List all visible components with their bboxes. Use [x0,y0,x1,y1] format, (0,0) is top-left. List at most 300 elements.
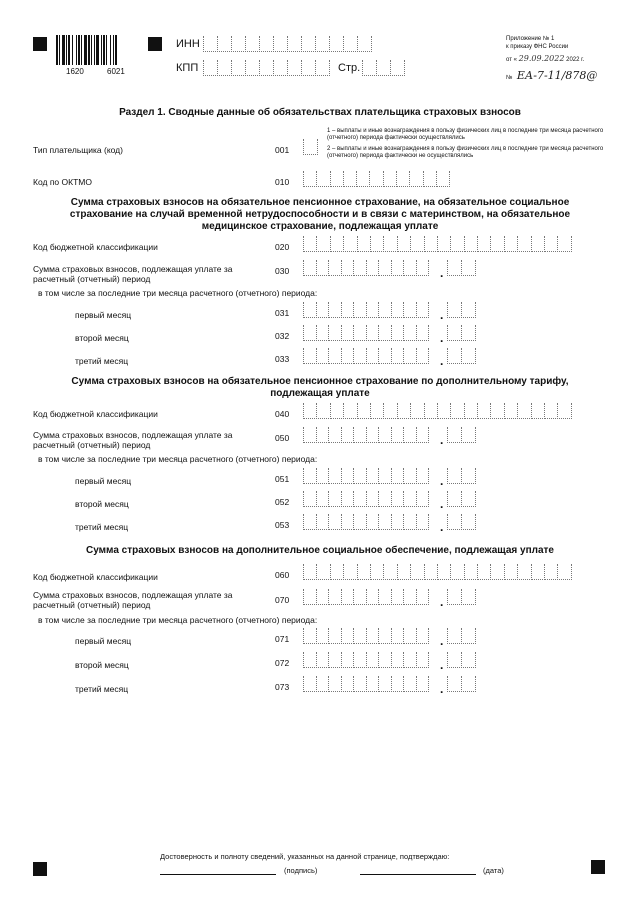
input-cell[interactable] [316,325,330,341]
input-cell[interactable] [391,302,405,318]
input-cell[interactable] [490,564,504,580]
order-number: ЕА-7-11/878@ [516,69,598,82]
block1-month3-cells[interactable] [303,348,428,364]
input-cell[interactable] [464,564,478,580]
input-cell[interactable] [316,427,330,443]
input-cell[interactable] [353,514,367,530]
input-cell[interactable] [343,36,358,52]
block3-month3-label: третий месяц [75,684,129,694]
input-cell[interactable] [303,427,317,443]
input-cell[interactable] [203,36,218,52]
input-cell[interactable] [447,348,462,364]
appendix-line3-prefix: от « [506,57,517,63]
input-cell[interactable] [353,325,367,341]
input-cell[interactable] [353,427,367,443]
input-cell[interactable] [353,628,367,644]
decimal-point: . [440,497,444,511]
input-cell[interactable] [343,403,357,419]
input-cell[interactable] [316,628,330,644]
input-cell[interactable] [378,427,392,443]
input-cell[interactable] [447,652,462,668]
payer-type-cell[interactable] [303,139,317,155]
input-cell[interactable] [366,491,380,507]
input-cell[interactable] [303,564,317,580]
input-cell[interactable] [259,36,274,52]
input-cell[interactable] [341,589,355,605]
input-cell[interactable] [383,564,397,580]
input-cell[interactable] [341,468,355,484]
inn-cells[interactable] [203,36,371,52]
input-cell[interactable] [316,589,330,605]
input-cell[interactable] [328,325,342,341]
decimal-point: . [440,634,444,648]
decimal-point: . [440,682,444,696]
input-cell[interactable] [301,36,316,52]
input-cell[interactable] [353,302,367,318]
input-cell[interactable] [328,260,342,276]
input-cell[interactable] [303,514,317,530]
input-cell[interactable] [366,302,380,318]
input-cell[interactable] [557,564,571,580]
input-cell[interactable] [504,236,518,252]
appendix-date: 29.09.2022 [518,54,565,63]
block1-month2-kop-cells[interactable] [447,325,475,341]
block1-sum-label: Сумма страховых взносов, подлежащая уплате за расчетный (отчетный) период [33,264,233,284]
input-cell[interactable] [477,564,491,580]
input-cell[interactable] [517,564,531,580]
block1-month3-kop-cells[interactable] [447,348,475,364]
input-cell[interactable] [315,36,330,52]
block1-month2-cells[interactable] [303,325,428,341]
input-cell[interactable] [409,171,423,187]
input-cell[interactable] [341,676,355,692]
input-cell[interactable] [366,652,380,668]
input-cell[interactable] [383,403,397,419]
input-cell[interactable] [416,589,430,605]
input-cell[interactable] [316,652,330,668]
input-cell[interactable] [447,468,462,484]
input-cell[interactable] [328,348,342,364]
input-cell[interactable] [531,403,545,419]
input-cell[interactable] [391,427,405,443]
block3-month3-cells[interactable] [303,676,428,692]
block3-month2-kop-cells[interactable] [447,652,475,668]
input-cell[interactable] [378,628,392,644]
input-cell[interactable] [461,325,476,341]
input-cell[interactable] [403,676,417,692]
block1-sum-code: 030 [275,266,290,276]
input-cell[interactable] [391,628,405,644]
input-cell[interactable] [328,676,342,692]
decimal-point: . [440,354,444,368]
block3-month3-kop-cells[interactable] [447,676,475,692]
input-cell[interactable] [410,564,424,580]
input-cell[interactable] [303,589,317,605]
input-cell[interactable] [328,514,342,530]
input-cell[interactable] [416,628,430,644]
input-cell[interactable] [303,260,317,276]
input-cell[interactable] [316,564,330,580]
input-cell[interactable] [450,564,464,580]
input-cell[interactable] [437,236,451,252]
block2-sum-kop-cells[interactable] [447,427,475,443]
input-cell[interactable] [316,348,330,364]
input-cell[interactable] [273,36,288,52]
input-cell[interactable] [557,403,571,419]
input-cell[interactable] [378,348,392,364]
input-cell[interactable] [303,171,317,187]
input-cell[interactable] [531,236,545,252]
input-cell[interactable] [362,60,377,76]
block2-month2-kop-cells[interactable] [447,491,475,507]
input-cell[interactable] [343,171,357,187]
input-cell[interactable] [287,60,302,76]
input-cell[interactable] [330,403,344,419]
input-cell[interactable] [353,260,367,276]
input-cell[interactable] [357,36,372,52]
input-cell[interactable] [464,236,478,252]
input-cell[interactable] [231,36,246,52]
input-cell[interactable] [245,60,260,76]
input-cell[interactable] [447,325,462,341]
input-cell[interactable] [259,60,274,76]
signature-line[interactable] [160,874,276,875]
input-cell[interactable] [366,514,380,530]
input-cell[interactable] [328,491,342,507]
input-cell[interactable] [403,652,417,668]
input-cell[interactable] [370,403,384,419]
input-cell[interactable] [376,60,391,76]
input-cell[interactable] [316,260,330,276]
appendix-line1: Приложение № 1 [506,36,555,42]
input-cell[interactable] [544,403,558,419]
input-cell[interactable] [316,514,330,530]
input-cell[interactable] [557,236,571,252]
input-cell[interactable] [245,36,260,52]
input-cell[interactable] [378,491,392,507]
confirm-text: Достоверность и полноту сведений, указанных на данной странице, подтверждаю: [160,852,450,861]
input-cell[interactable] [341,652,355,668]
input-cell[interactable] [353,348,367,364]
input-cell[interactable] [303,236,317,252]
input-cell[interactable] [461,676,476,692]
input-cell[interactable] [366,260,380,276]
input-cell[interactable] [366,468,380,484]
input-cell[interactable] [366,628,380,644]
input-cell[interactable] [343,564,357,580]
block2-month1-cells[interactable] [303,468,428,484]
input-cell[interactable] [447,491,462,507]
appendix-line3-suffix: 2022 г. [566,57,585,63]
input-cell[interactable] [391,652,405,668]
block3-month3-code: 073 [275,682,290,692]
input-cell[interactable] [397,564,411,580]
input-cell[interactable] [370,564,384,580]
input-cell[interactable] [461,302,476,318]
input-cell[interactable] [383,171,397,187]
block3-month1-cells[interactable] [303,628,428,644]
decimal-point: . [440,595,444,609]
block2-sum-code: 050 [275,433,290,443]
input-cell[interactable] [328,302,342,318]
input-cell[interactable] [383,236,397,252]
input-cell[interactable] [328,468,342,484]
input-cell[interactable] [341,325,355,341]
input-cell[interactable] [477,403,491,419]
input-cell[interactable] [378,302,392,318]
input-cell[interactable] [416,427,430,443]
input-cell[interactable] [378,325,392,341]
decimal-point: . [440,520,444,534]
block3-sum-cells[interactable] [303,589,428,605]
input-cell[interactable] [424,403,438,419]
input-cell[interactable] [391,325,405,341]
input-cell[interactable] [341,348,355,364]
input-cell[interactable] [403,491,417,507]
input-cell[interactable] [531,564,545,580]
input-cell[interactable] [357,236,371,252]
input-cell[interactable] [403,302,417,318]
page-number-cells[interactable] [362,60,404,76]
input-cell[interactable] [330,171,344,187]
block1-sum-cells[interactable] [303,260,428,276]
block1-sum-kop-cells[interactable] [447,260,475,276]
input-cell[interactable] [396,171,410,187]
input-cell[interactable] [403,628,417,644]
input-cell[interactable] [303,139,318,155]
input-cell[interactable] [461,260,476,276]
input-cell[interactable] [461,628,476,644]
input-cell[interactable] [544,564,558,580]
block2-month3-cells[interactable] [303,514,428,530]
block3-month1-kop-cells[interactable] [447,628,475,644]
input-cell[interactable] [353,589,367,605]
input-cell[interactable] [517,236,531,252]
input-cell[interactable] [353,468,367,484]
input-cell[interactable] [416,491,430,507]
input-cell[interactable] [353,491,367,507]
input-cell[interactable] [378,589,392,605]
input-cell[interactable] [447,589,462,605]
input-cell[interactable] [316,302,330,318]
input-cell[interactable] [477,236,491,252]
input-cell[interactable] [544,236,558,252]
input-cell[interactable] [517,403,531,419]
input-cell[interactable] [353,652,367,668]
input-cell[interactable] [391,491,405,507]
input-cell[interactable] [303,325,317,341]
input-cell[interactable] [403,589,417,605]
input-cell[interactable] [461,589,476,605]
input-cell[interactable] [416,348,430,364]
input-cell[interactable] [366,589,380,605]
input-cell[interactable] [403,427,417,443]
input-cell[interactable] [328,652,342,668]
input-cell[interactable] [217,60,232,76]
input-cell[interactable] [436,171,450,187]
input-cell[interactable] [369,171,383,187]
input-cell[interactable] [504,403,518,419]
block3-month2-cells[interactable] [303,652,428,668]
input-cell[interactable] [303,676,317,692]
input-cell[interactable] [357,564,371,580]
block1-month3-code: 033 [275,354,290,364]
input-cell[interactable] [424,564,438,580]
input-cell[interactable] [287,36,302,52]
input-cell[interactable] [303,628,317,644]
input-cell[interactable] [357,403,371,419]
input-cell[interactable] [356,171,370,187]
input-cell[interactable] [378,468,392,484]
input-cell[interactable] [397,403,411,419]
input-cell[interactable] [378,260,392,276]
input-cell[interactable] [416,325,430,341]
input-cell[interactable] [341,628,355,644]
input-cell[interactable] [316,171,330,187]
input-cell[interactable] [416,514,430,530]
input-cell[interactable] [403,260,417,276]
input-cell[interactable] [391,468,405,484]
block2-kbk-cells[interactable] [303,403,571,419]
input-cell[interactable] [316,491,330,507]
input-cell[interactable] [353,676,367,692]
input-cell[interactable] [316,236,330,252]
input-cell[interactable] [504,564,518,580]
input-cell[interactable] [343,236,357,252]
input-cell[interactable] [403,325,417,341]
input-cell[interactable] [447,427,462,443]
block3-subtitle: в том числе за последние три месяца расчетного (отчетного) периода: [38,615,318,625]
block1-month1-kop-cells[interactable] [447,302,475,318]
input-cell[interactable] [316,676,330,692]
block3-heading: Сумма страховых взносов на дополнительное социальное обеспечение, подлежащая уплате [86,545,554,556]
input-cell[interactable] [391,514,405,530]
block2-sum-label: Сумма страховых взносов, подлежащая уплате за расчетный (отчетный) период [33,430,233,450]
input-cell[interactable] [437,403,451,419]
input-cell[interactable] [378,652,392,668]
input-cell[interactable] [301,60,316,76]
block2-month3-kop-cells[interactable] [447,514,475,530]
input-cell[interactable] [424,236,438,252]
input-cell[interactable] [490,403,504,419]
input-cell[interactable] [328,589,342,605]
input-cell[interactable] [464,403,478,419]
input-cell[interactable] [447,260,462,276]
input-cell[interactable] [378,676,392,692]
decimal-point: . [440,266,444,280]
input-cell[interactable] [397,236,411,252]
input-cell[interactable] [303,403,317,419]
input-cell[interactable] [341,260,355,276]
signature-label: (подпись) [284,866,318,875]
input-cell[interactable] [328,427,342,443]
input-cell[interactable] [391,676,405,692]
input-cell[interactable] [203,60,218,76]
decimal-point: . [440,433,444,447]
block3-sum-kop-cells[interactable] [447,589,475,605]
input-cell[interactable] [416,676,430,692]
input-cell[interactable] [391,589,405,605]
oktmo-cells[interactable] [303,171,449,187]
input-cell[interactable] [315,60,330,76]
input-cell[interactable] [450,403,464,419]
input-cell[interactable] [461,514,476,530]
input-cell[interactable] [490,236,504,252]
input-cell[interactable] [217,36,232,52]
input-cell[interactable] [316,468,330,484]
input-cell[interactable] [437,564,451,580]
input-cell[interactable] [447,676,462,692]
input-cell[interactable] [366,676,380,692]
input-cell[interactable] [330,236,344,252]
block2-sum-cells[interactable] [303,427,428,443]
input-cell[interactable] [370,236,384,252]
input-cell[interactable] [303,348,317,364]
input-cell[interactable] [423,171,437,187]
input-cell[interactable] [461,652,476,668]
input-cell[interactable] [341,491,355,507]
input-cell[interactable] [450,236,464,252]
input-cell[interactable] [403,348,417,364]
input-cell[interactable] [366,427,380,443]
block1-kbk-cells[interactable] [303,236,571,252]
block1-kbk-code: 020 [275,242,290,252]
block3-kbk-cells[interactable] [303,564,571,580]
block1-month2-label: второй месяц [75,333,129,343]
input-cell[interactable] [447,302,462,318]
block1-month1-cells[interactable] [303,302,428,318]
input-cell[interactable] [341,514,355,530]
input-cell[interactable] [416,652,430,668]
block2-month2-cells[interactable] [303,491,428,507]
input-cell[interactable] [416,260,430,276]
input-cell[interactable] [329,36,344,52]
input-cell[interactable] [461,491,476,507]
input-cell[interactable] [378,514,392,530]
input-cell[interactable] [447,628,462,644]
input-cell[interactable] [303,652,317,668]
input-cell[interactable] [316,403,330,419]
input-cell[interactable] [461,427,476,443]
input-cell[interactable] [341,427,355,443]
input-cell[interactable] [303,302,317,318]
input-cell[interactable] [410,403,424,419]
input-cell[interactable] [366,348,380,364]
kpp-cells[interactable] [203,60,329,76]
input-cell[interactable] [366,325,380,341]
input-cell[interactable] [330,564,344,580]
input-cell[interactable] [231,60,246,76]
input-cell[interactable] [461,348,476,364]
block2-month1-kop-cells[interactable] [447,468,475,484]
input-cell[interactable] [273,60,288,76]
input-cell[interactable] [403,514,417,530]
input-cell[interactable] [390,60,405,76]
input-cell[interactable] [391,348,405,364]
input-cell[interactable] [391,260,405,276]
input-cell[interactable] [416,302,430,318]
input-cell[interactable] [447,514,462,530]
input-cell[interactable] [410,236,424,252]
input-cell[interactable] [328,628,342,644]
input-cell[interactable] [403,468,417,484]
input-cell[interactable] [303,468,317,484]
input-cell[interactable] [303,491,317,507]
input-cell[interactable] [341,302,355,318]
input-cell[interactable] [461,468,476,484]
input-cell[interactable] [416,468,430,484]
date-line[interactable] [360,874,476,875]
